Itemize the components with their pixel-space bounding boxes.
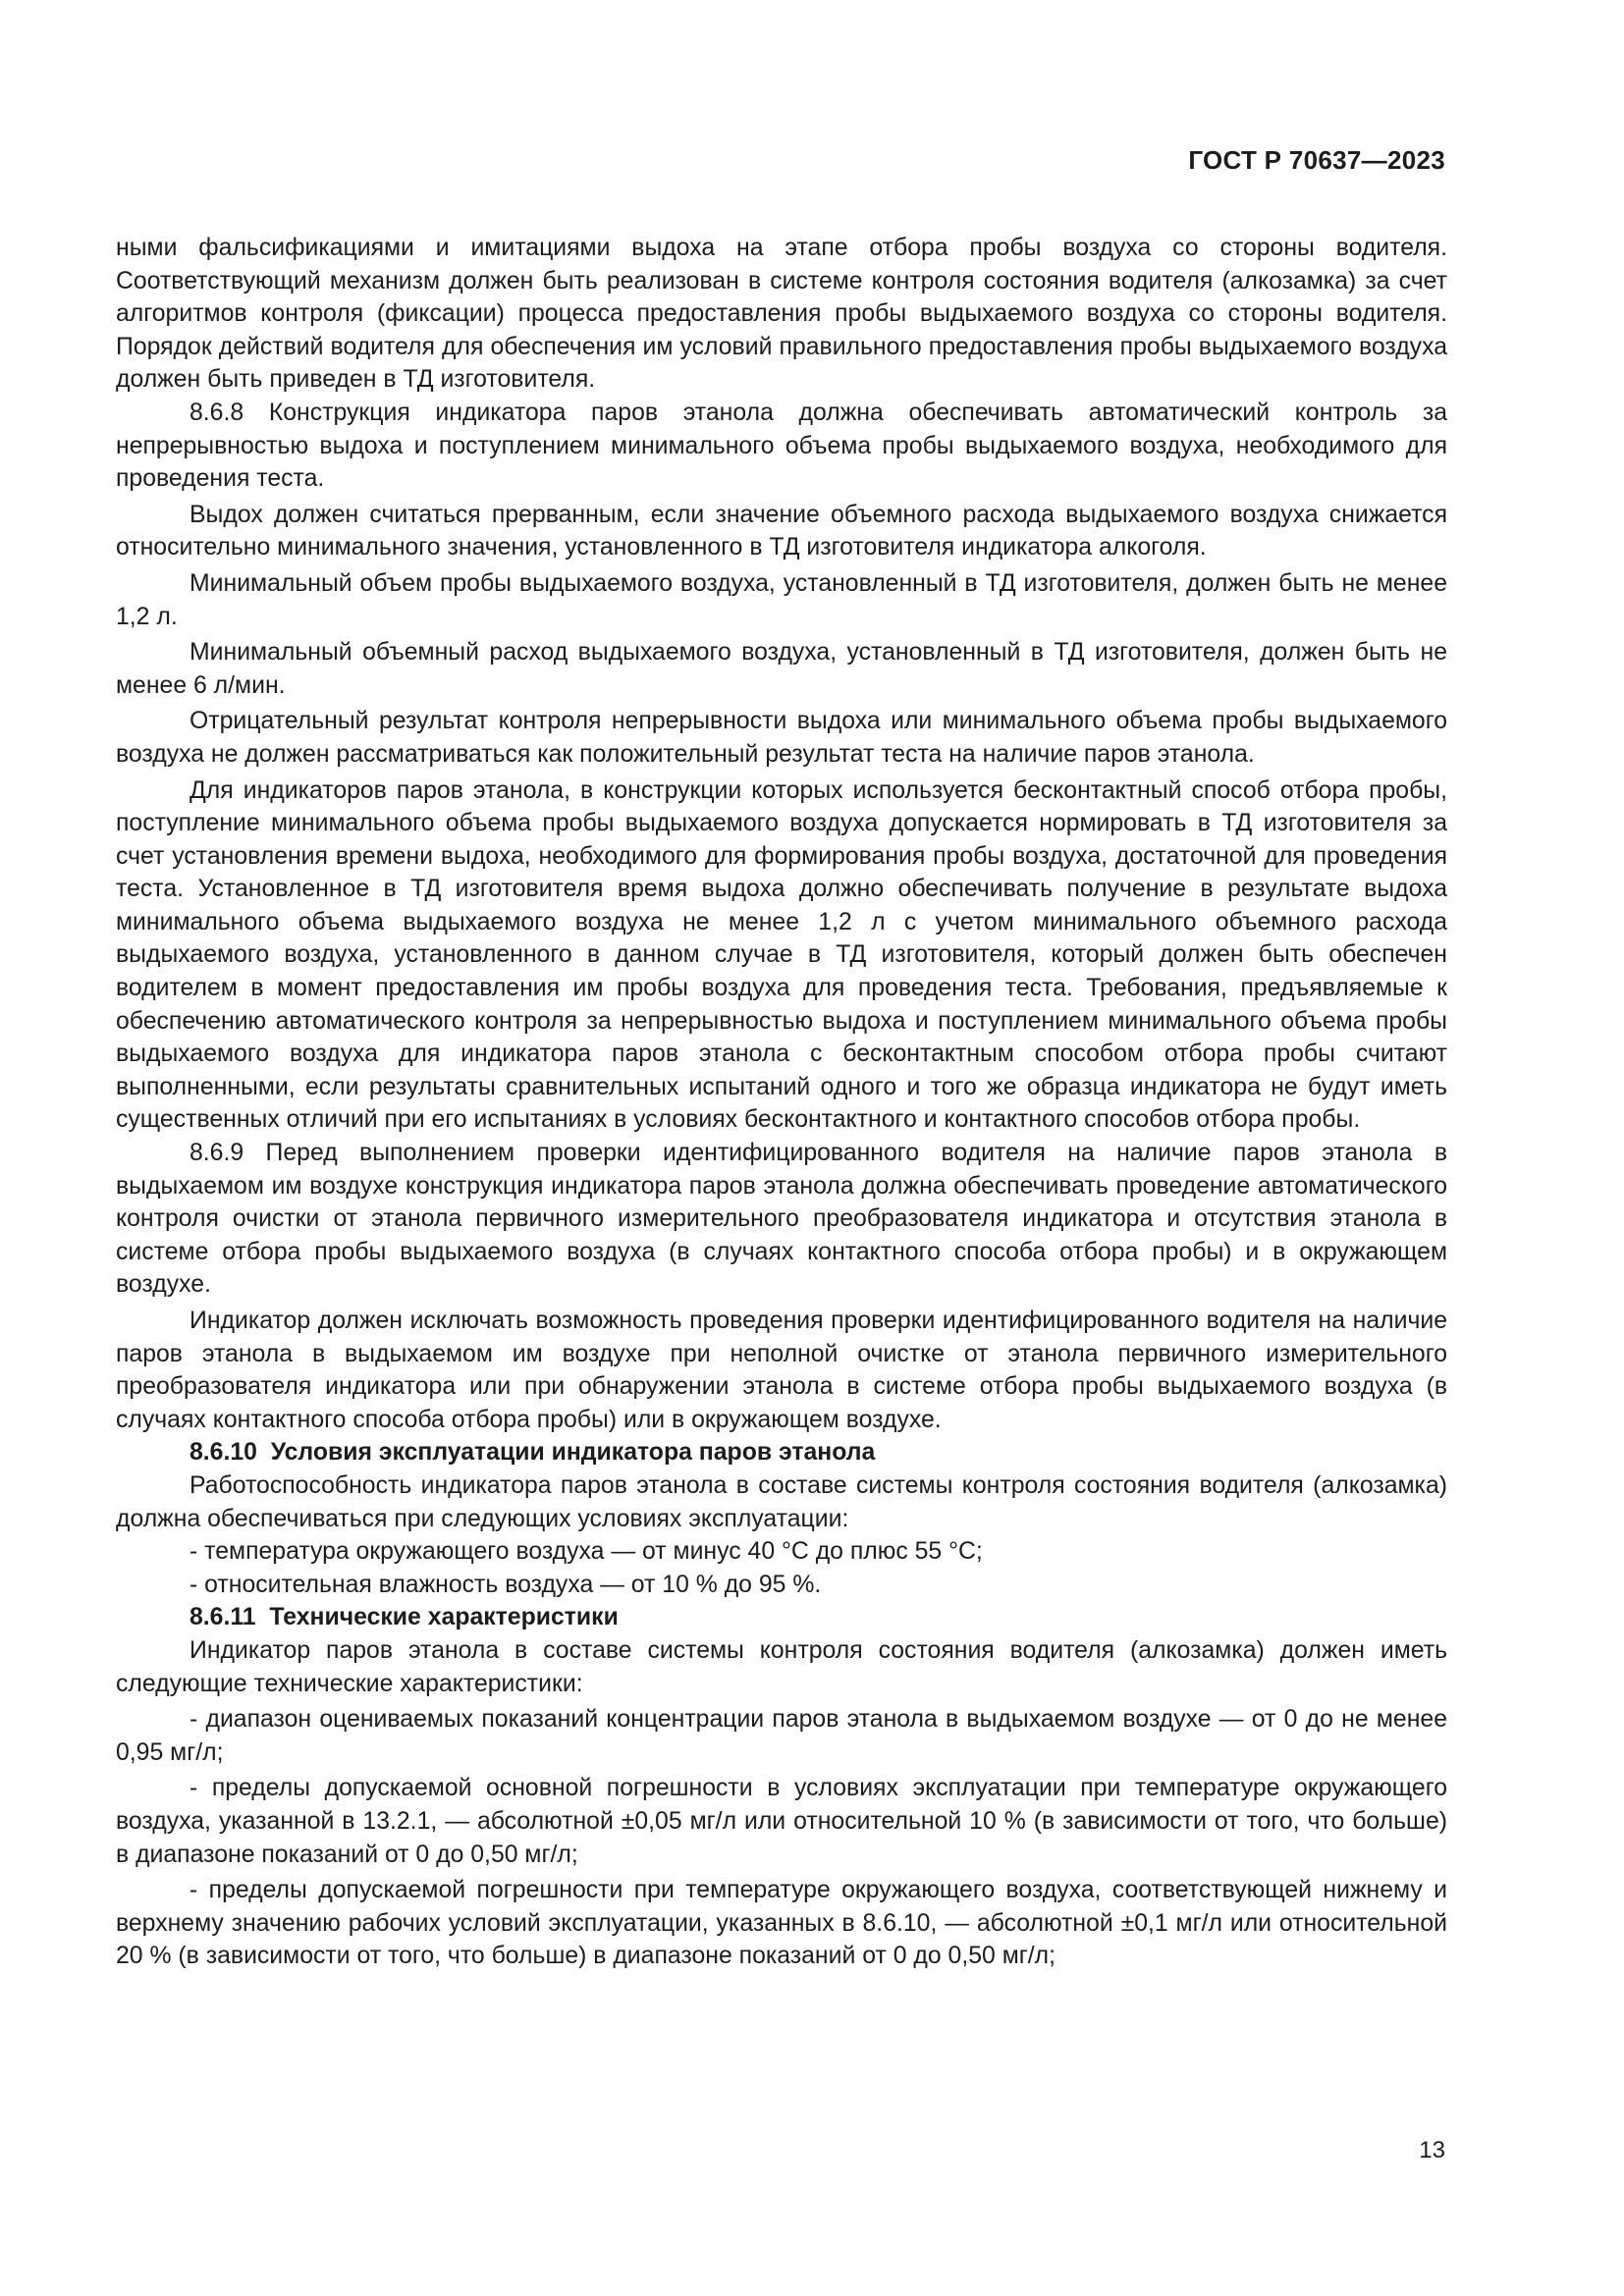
list-item-temperature: - температура окружающего воздуха — от минус 40 °С до плюс 55 °С; — [189, 1538, 983, 1566]
paragraph-technical-characteristics: Индикатор паров этанола в составе системы контроля состояния водителя (алкозамка) должен иметь следующие технические характеристики: — [116, 1636, 1447, 1697]
list-item-humidity: - относительная влажность воздуха — от 10 % до 95 %. — [189, 1571, 822, 1598]
standard-code: ГОСТ Р 70637—2023 — [1188, 145, 1445, 175]
body-text — [116, 232, 1447, 1973]
clause-8-6-8: 8.6.8 Конструкция индикатора паров этанола должна обеспечивать автоматический контроль за непрерывностью выдоха и поступлением минимального объема пробы выдыхаемого воздуха, необходимого для проведения теста. — [116, 399, 1447, 493]
section-heading-8-6-11 — [116, 1601, 1447, 1634]
paragraph-min-flow: Минимальный объемный расход выдыхаемого воздуха, установленный в ТД изготовителя, должен быть не менее 6 л/мин. — [116, 639, 1447, 699]
paragraph-indicator-exclusion: Индикатор должен исключать возможность проведения проверки идентифицированного водителя на наличие паров этанола в выдыхаемом им воздухе при неполной очистке от этанола первичного измерительного преобразователя индикатора или при обнаружении этанола в системе отбора пробы выдыхаемого воздуха (в случаях контактного способа отбора пробы) или в окружающем воздухе. — [116, 1308, 1447, 1433]
paragraph-min-volume: Минимальный объем пробы выдыхаемого воздуха, установленный в ТД изготовителя, должен быть не менее 1,2 л. — [116, 569, 1447, 630]
clause-8-6-9: 8.6.9 Перед выполнением проверки идентифицированного водителя на наличие паров этанола в выдыхаемом им воздухе конструкция индикатора паров этанола должна обеспечивать проведение автоматического контроля очистки от этанола первичного измерительного преобразователя индикатора и отсутствия этанола в системе отбора пробы выдыхаемого воздуха (в случаях контактного способа отбора пробы) и в окружающем воздухе. — [116, 1140, 1447, 1299]
list-item-range: - диапазон оцениваемых показаний концентрации паров этанола в выдыхаемом воздухе — от 0 до не менее 0,95 мг/л; — [116, 1706, 1447, 1766]
section-heading-8-6-10 — [116, 1436, 1447, 1469]
paragraph-continuation: ными фальсификациями и имитациями выдоха на этапе отбора пробы воздуха со стороны водителя. Соответствующий механизм должен быть реализован в системе контроля состояния водителя (алкозамка) за счет алгоритмов контроля (фиксации) процесса предоставления пробы выдыхаемого воздуха со стороны водителя. Порядок действий водителя для обеспечения им условий правильного предоставления пробы выдыхаемого воздуха должен быть приведен в ТД изготовителя. — [116, 235, 1447, 394]
paragraph-contactless: Для индикаторов паров этанола, в конструкции которых используется бесконтактный способ отбора пробы, поступление минимального объема пробы выдыхаемого воздуха допускается нормировать в ТД изготовителя за счет установления времени выдоха, необходимого для формирования пробы воздуха, достаточной для проведения теста. Установленное в ТД изготовителя время выдоха должно обеспечивать получение в результате выдоха минимального объема выдыхаемого воздуха не менее 1,2 л с учетом минимального объемного расхода выдыхаемого воздуха, установленного в данном случае в ТД изготовителя, который должен быть обеспечен водителем в момент предоставления им пробы воздуха для проведения теста. Требования, предъявляемые к обеспечению автоматического контроля за непрерывностью выдоха и поступлением минимального объема пробы выдыхаемого воздуха для индикатора паров этанола с бесконтактным способом отбора пробы считают выполненными, если результаты сравнительных испытаний одного и того же образца индикатора не будут иметь существенных отличий при его испытаниях в условиях бесконтактного и контактного способов отбора пробы. — [116, 776, 1447, 1134]
page-number: 13 — [1419, 2137, 1445, 2163]
section-number: 8.6.11 — [189, 1604, 256, 1631]
section-title: Технические характеристики — [269, 1604, 619, 1631]
list-item-temperature-error: - пределы допускаемой погрешности при температуре окружающего воздуха, соответствующей нижнему и верхнему значению рабочих условий эксплуатации, указанных в 8.6.10, — абсолютной ±0,1 мг/л или относительной 20 % (в зависимости от того, что больше) в диапазоне показаний от 0 до 0,50 мг/л; — [116, 1877, 1447, 1970]
list-item-basic-error: - пределы допускаемой основной погрешности в условиях эксплуатации при температуре окружающего воздуха, указанной в 13.2.1, — абсолютной ±0,05 мг/л или относительной 10 % (в зависимости от того, что больше) в диапазоне показаний от 0 до 0,50 мг/л; — [116, 1775, 1447, 1868]
section-number: 8.6.10 — [189, 1439, 257, 1467]
section-title: Условия эксплуатации индикатора паров этанола — [270, 1439, 876, 1467]
paragraph-operating-conditions: Работоспособность индикатора паров этанола в составе системы контроля состояния водителя (алкозамка) должна обеспечиваться при следующих условиях эксплуатации: — [116, 1471, 1447, 1532]
paragraph-negative-result: Отрицательный результат контроля непрерывности выдоха или минимального объема пробы выдыхаемого воздуха не должен рассматриваться как положительный результат теста на наличие паров этанола. — [116, 708, 1447, 768]
paragraph-exhale-interrupted: Выдох должен считаться прерванным, если значение объемного расхода выдыхаемого воздуха снижается относительно минимального значения, установленного в ТД изготовителя индикатора алкоголя. — [116, 501, 1447, 561]
